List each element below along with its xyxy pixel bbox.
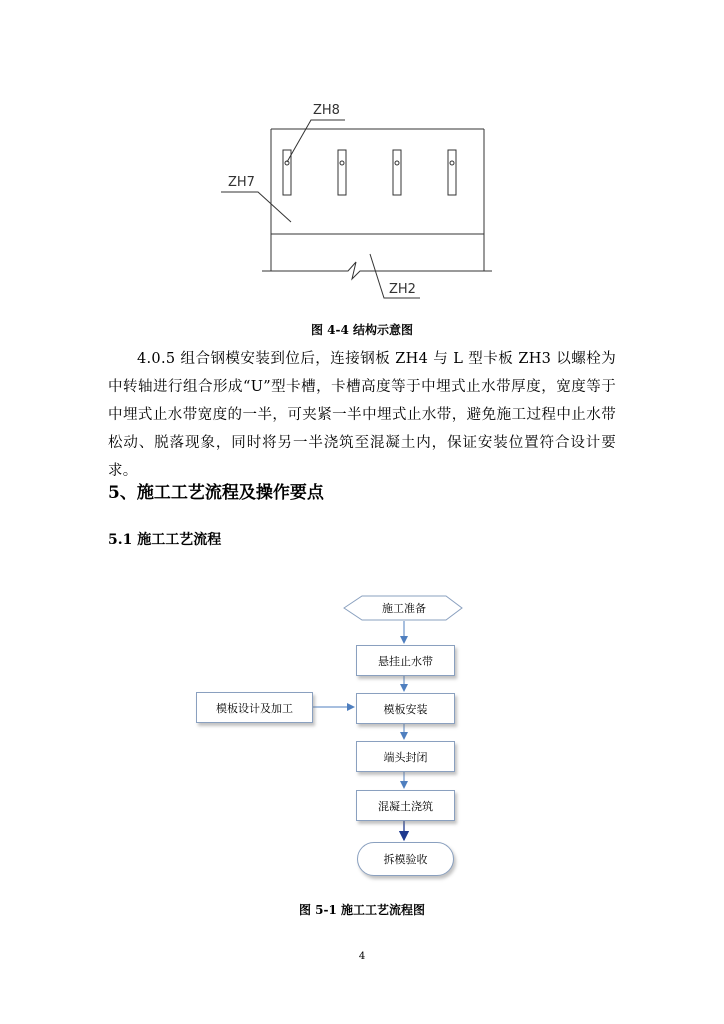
flow-step-label: 端头封闭 (383, 750, 428, 764)
flow-end-label: 拆模验收 (383, 853, 428, 866)
flow-step-formwork-install (356, 693, 455, 724)
label-zh8: ZH8 (313, 103, 340, 118)
label-zh2: ZH2 (389, 282, 416, 297)
section-5-heading: 5、施工工艺流程及操作要点 (108, 483, 324, 503)
flow-step-label: 混凝土浇筑 (378, 799, 433, 813)
figure-4-4-caption: 图 4-4 结构示意图 (310, 323, 414, 337)
flow-step-end-seal (356, 741, 455, 772)
section-5-1-heading: 5.1 施工工艺流程 (108, 532, 222, 548)
flow-side-label: 模板设计及加工 (216, 701, 293, 715)
paragraph-4-0-5: 4.0.5 组合钢模安装到位后，连接钢板 ZH4 与 L 型卡板 ZH3 以螺栓为中转轴进行组合形成“U”型卡槽，卡槽高度等于中埋式止水带厚度，宽度等于中埋式止水带宽度的一半，可夹紧一半中埋式止水带，避免施工过程中止水带松动、脱落现象，同时将另一半浇筑至混凝土内，保证安装位置符合设计要求。 (108, 351, 616, 479)
flow-side-formwork-design (196, 692, 313, 723)
page-number: 4 (358, 951, 366, 962)
figure-5-1-caption: 图 5-1 施工工艺流程图 (298, 903, 426, 917)
flow-step-hang-waterstop (356, 645, 455, 676)
flow-step-label: 模板安装 (383, 702, 428, 716)
label-zh7: ZH7 (228, 175, 255, 190)
flow-step-label: 悬挂止水带 (378, 654, 433, 668)
flow-step-concrete-pour (356, 790, 455, 821)
flow-start-label: 施工准备 (382, 602, 426, 615)
flow-end-acceptance (357, 842, 454, 876)
